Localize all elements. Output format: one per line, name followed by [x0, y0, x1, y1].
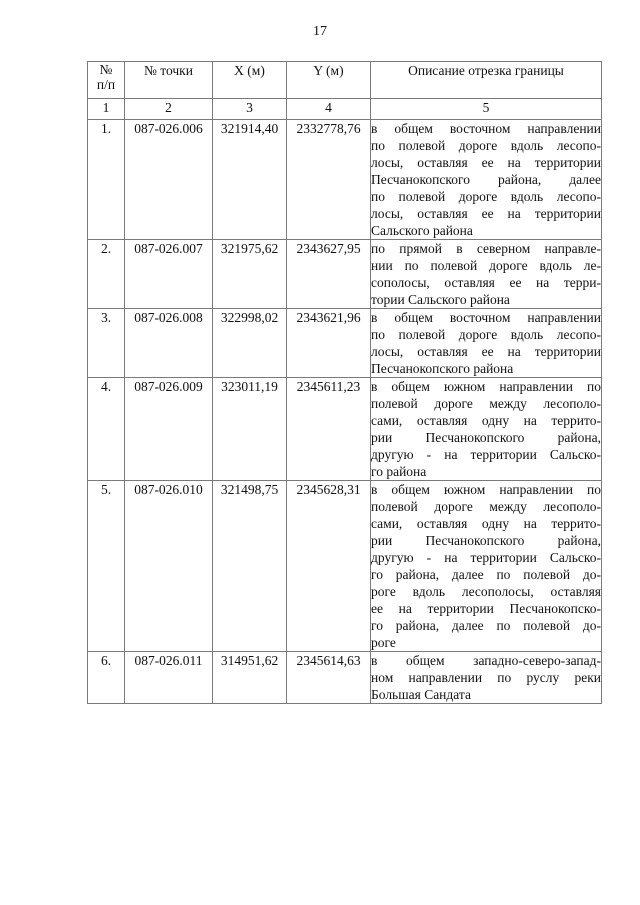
description-line: го района, далее по полевой до- — [371, 618, 601, 633]
description-line: нии по полевой дороге вдоль ле- — [371, 258, 601, 273]
column-index: 2 — [125, 99, 213, 120]
row-number: 6. — [88, 652, 125, 704]
table-row — [88, 378, 602, 481]
description-line: роге вдоль лесополосы, оставляя — [371, 584, 601, 599]
description-line: в общем западно-северо-запад- — [371, 653, 601, 668]
header-num — [88, 62, 125, 99]
description-line: полевой дороге между лесополо- — [371, 499, 601, 514]
description-line: рии Песчанокопского района, — [371, 430, 601, 445]
table-row — [88, 309, 602, 378]
description-line: сополосы, оставляя ее на терри- — [371, 275, 601, 290]
point-id: 087-026.009 — [125, 378, 213, 481]
column-index-row — [88, 99, 602, 120]
point-id: 087-026.008 — [125, 309, 213, 378]
description-line: сами, оставляя одну на террито- — [371, 516, 601, 531]
column-index: 4 — [287, 99, 371, 120]
table-header-row — [88, 62, 602, 99]
description-line: тории Сальского района — [371, 292, 510, 307]
description-line: в общем восточном направлении — [371, 310, 601, 325]
description-line: по полевой дороге вдоль лесопо- — [371, 189, 601, 204]
description-line: Большая Сандата — [371, 687, 471, 702]
x-coordinate: 322998,02 — [213, 309, 287, 378]
column-index: 5 — [371, 99, 602, 120]
segment-description — [371, 120, 602, 240]
column-index: 1 — [88, 99, 125, 120]
description-line: Сальского района — [371, 223, 473, 238]
description-line: по полевой дороге вдоль лесопо- — [371, 138, 601, 153]
header-x: X (м) — [213, 62, 287, 99]
description-line: го района — [371, 464, 427, 479]
description-line: лосы, оставляя ее на территории — [371, 344, 601, 359]
segment-description — [371, 309, 602, 378]
description-line: роге — [371, 635, 396, 650]
description-line: лосы, оставляя ее на территории — [371, 206, 601, 221]
table-row — [88, 481, 602, 652]
description-line: Песчанокопского района, далее — [371, 172, 601, 187]
row-number: 1. — [88, 120, 125, 240]
row-number: 3. — [88, 309, 125, 378]
header-y: Y (м) — [287, 62, 371, 99]
y-coordinate: 2343621,96 — [287, 309, 371, 378]
description-line: другую - на территории Сальско- — [371, 550, 601, 565]
description-line: сами, оставляя одну на террито- — [371, 413, 601, 428]
row-number: 5. — [88, 481, 125, 652]
row-number: 4. — [88, 378, 125, 481]
segment-description — [371, 378, 602, 481]
table-row — [88, 652, 602, 704]
description-line: в общем южном направлении по — [371, 482, 601, 497]
page-number: 17 — [313, 24, 327, 39]
table-row — [88, 240, 602, 309]
y-coordinate: 2345614,63 — [287, 652, 371, 704]
table-body — [88, 120, 602, 704]
table-row — [88, 120, 602, 240]
column-index: 3 — [213, 99, 287, 120]
description-line: рии Песчанокопского района, — [371, 533, 601, 548]
description-line: в общем восточном направлении — [371, 121, 601, 136]
header-num-abbr: п/п — [96, 77, 116, 92]
x-coordinate: 323011,19 — [213, 378, 287, 481]
description-line: Песчанокопского района — [371, 361, 514, 376]
segment-description — [371, 652, 602, 704]
header-num-symbol: № — [99, 62, 113, 77]
row-number: 2. — [88, 240, 125, 309]
segment-description — [371, 240, 602, 309]
x-coordinate: 321975,62 — [213, 240, 287, 309]
description-line: по полевой дороге вдоль лесопо- — [371, 327, 601, 342]
point-id: 087-026.006 — [125, 120, 213, 240]
y-coordinate: 2332778,76 — [287, 120, 371, 240]
boundary-table — [87, 61, 602, 704]
segment-description — [371, 481, 602, 652]
description-line: по прямой в северном направле- — [371, 241, 601, 256]
header-point: № точки — [125, 62, 213, 99]
x-coordinate: 314951,62 — [213, 652, 287, 704]
x-coordinate: 321498,75 — [213, 481, 287, 652]
y-coordinate: 2345611,23 — [287, 378, 371, 481]
description-line: в общем южном направлении по — [371, 379, 601, 394]
description-line: го района, далее по полевой до- — [371, 567, 601, 582]
point-id: 087-026.007 — [125, 240, 213, 309]
description-line: ее на территории Песчанокопско- — [371, 601, 601, 616]
point-id: 087-026.011 — [125, 652, 213, 704]
point-id: 087-026.010 — [125, 481, 213, 652]
description-line: лосы, оставляя ее на территории — [371, 155, 601, 170]
y-coordinate: 2345628,31 — [287, 481, 371, 652]
y-coordinate: 2343627,95 — [287, 240, 371, 309]
header-description: Описание отрезка границы — [371, 62, 602, 99]
description-line: полевой дороге между лесополо- — [371, 396, 601, 411]
description-line: другую - на территории Сальско- — [371, 447, 601, 462]
x-coordinate: 321914,40 — [213, 120, 287, 240]
description-line: ном направлении по руслу реки — [371, 670, 601, 685]
